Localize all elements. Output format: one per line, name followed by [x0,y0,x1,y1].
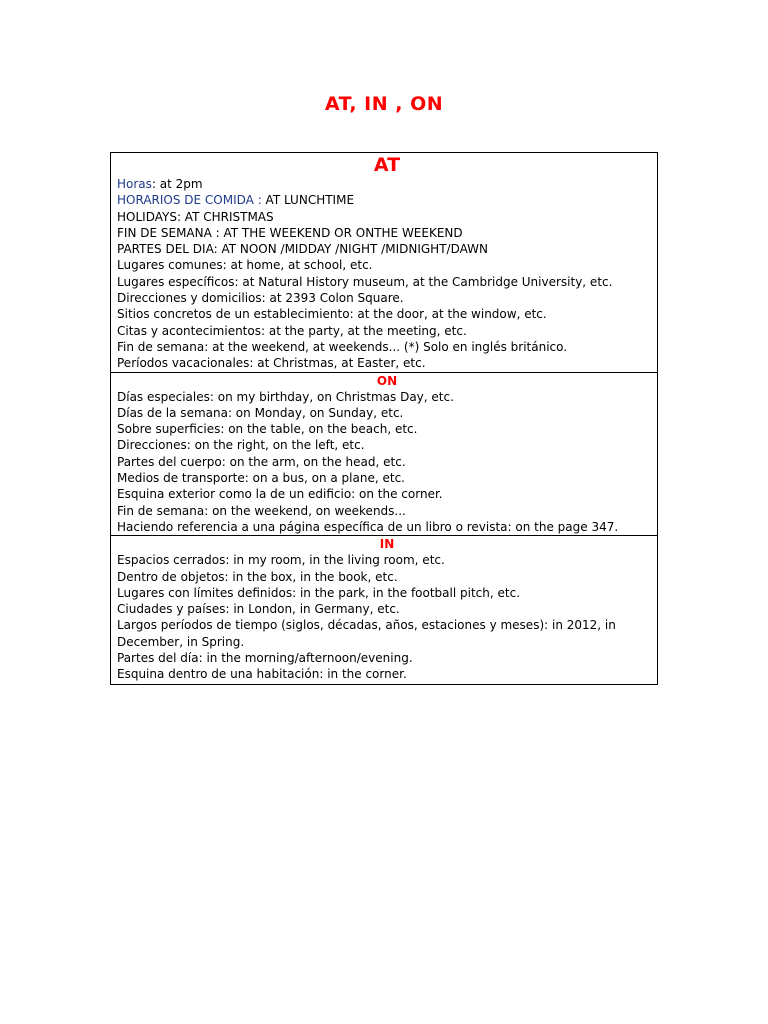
in-line: Lugares con límites definidos: in the park, in the football pitch, etc. [117,585,521,600]
at-line: FIN DE SEMANA : AT THE WEEKEND OR ONTHE WEEKEND [117,225,463,240]
at-line: HOLIDAYS: AT CHRISTMAS [117,209,274,224]
at-line: Períodos vacacionales: at Christmas, at Easter, etc. [117,356,426,371]
at-line: Lugares específicos: at Natural History museum, at the Cambridge University, etc. [117,274,613,289]
in-line: Partes del día: in the morning/afternoon/evening. [117,651,413,666]
at-heading: AT [373,154,401,176]
on-section [111,373,657,537]
in-line: Ciudades y países: in London, in Germany, etc. [117,602,400,617]
at-line: Fin de semana: at the weekend, at weekends... (*) Solo en inglés británico. [117,339,568,354]
at-section [111,153,657,373]
on-line: Días especiales: on my birthday, on Christmas Day, etc. [117,389,454,404]
in-line: Largos períodos de tiempo (siglos, décadas, años, estaciones y meses): in 2012, in December, in Spring. [117,618,616,649]
prepositions-table [110,152,658,685]
horas-key: Horas [117,177,152,191]
at-line: Sitios concretos de un establecimiento: at the door, at the window, etc. [117,307,547,322]
on-heading: ON [376,373,398,388]
on-line: Esquina exterior como la de un edificio: on the corner. [117,487,443,502]
page-title: AT, IN , ON [324,93,444,115]
horas-line [117,176,657,192]
at-line: PARTES DEL DIA: AT NOON /MIDDAY /NIGHT /MIDNIGHT/DAWN [117,242,488,257]
on-line: Sobre superficies: on the table, on the beach, etc. [117,422,418,437]
on-line: Partes del cuerpo: on the arm, on the head, etc. [117,454,406,469]
horarios-line [117,192,657,208]
in-line: Esquina dentro de una habitación: in the corner. [117,667,407,682]
on-line: Direcciones: on the right, on the left, etc. [117,438,365,453]
on-line: Haciendo referencia a una página específica de un libro o revista: on the page 347. [117,519,619,534]
on-line: Medios de transporte: on a bus, on a plane, etc. [117,471,405,486]
at-line: Citas y acontecimientos: at the party, at the meeting, etc. [117,323,467,338]
in-section [111,536,657,683]
at-line: Lugares comunes: at home, at school, etc. [117,258,373,273]
on-line: Fin de semana: on the weekend, on weekends... [117,503,406,518]
in-line: Espacios cerrados: in my room, in the living room, etc. [117,553,445,568]
horarios-key: HORARIOS DE COMIDA : [117,193,262,208]
horarios-value: AT LUNCHTIME [261,193,355,208]
horas-value: : at 2pm [151,177,203,191]
in-heading: IN [379,537,395,552]
in-line: Dentro de objetos: in the box, in the book, etc. [117,569,398,584]
on-line: Días de la semana: on Monday, on Sunday, etc. [117,405,404,420]
at-line: Direcciones y domicilios: at 2393 Colon Square. [117,291,404,306]
